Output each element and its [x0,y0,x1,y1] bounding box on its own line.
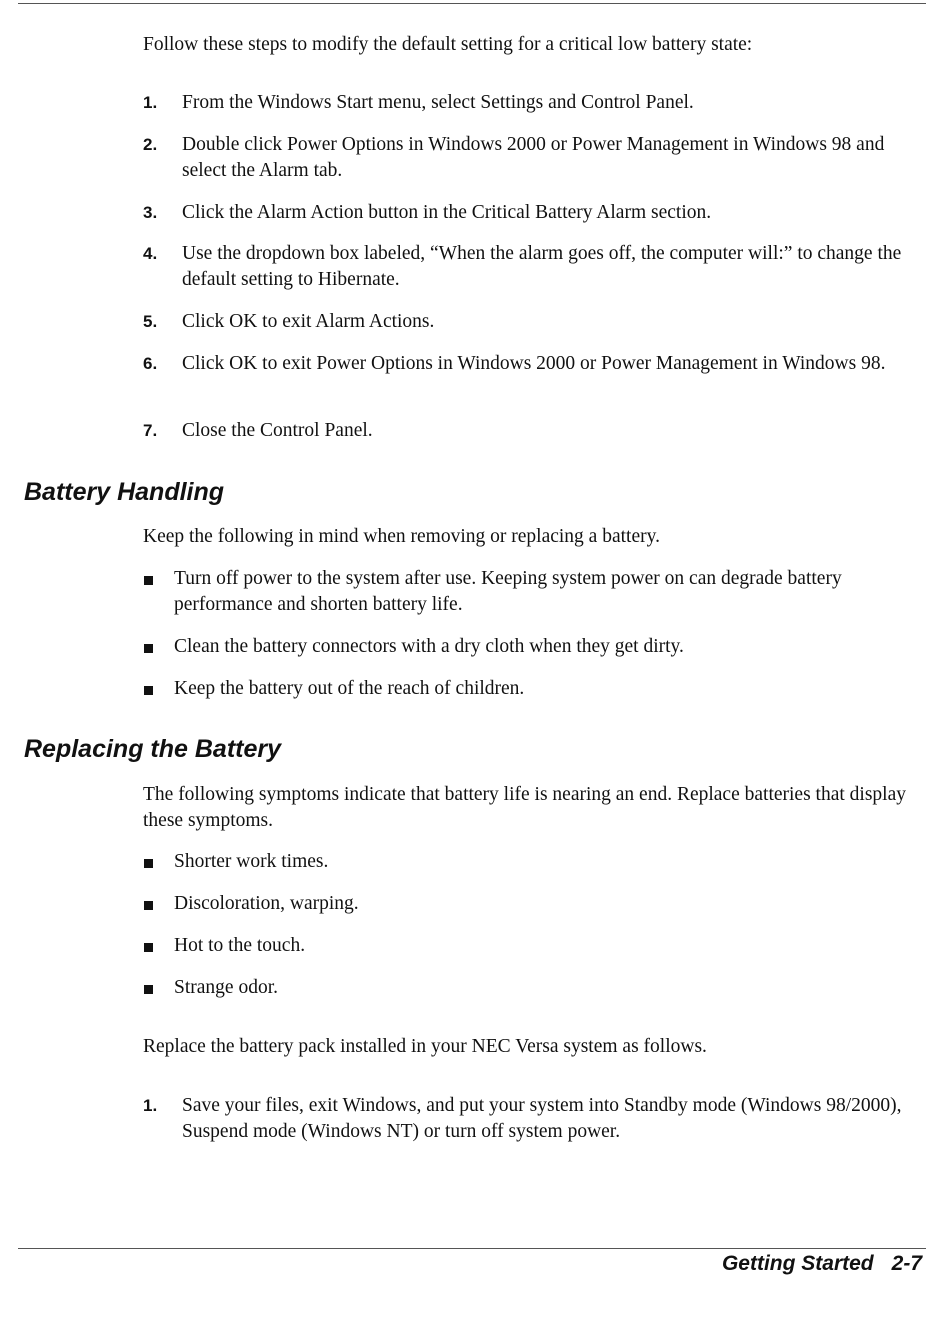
bullet-square-icon [144,644,153,653]
bottom-rule [18,1248,926,1249]
bullet-item [143,975,923,1001]
bullet-text: Strange odor. [174,977,278,998]
bullet-text: Turn off power to the system after use. Keeping system power on can degrade battery performance and shorten battery life. [174,568,842,615]
step-text: Click OK to exit Alarm Actions. [182,311,435,332]
bullet-item [143,891,923,917]
step-text: Close the Control Panel. [182,420,373,441]
top-rule [18,3,926,4]
step-number: 4. [143,244,158,263]
step-number: 1. [143,1096,158,1115]
bullet-square-icon [144,859,153,868]
step-number: 3. [143,203,158,222]
bullet-square-icon [144,576,153,585]
step-text: Save your files, exit Windows, and put your system into Standby mode (Windows 98/2000), Suspend mode (Windows NT) or turn off system power. [182,1095,902,1142]
battery-handling-heading: Battery Handling [24,478,225,506]
bullet-text: Discoloration, warping. [174,893,359,914]
replace-step-1 [143,1093,923,1145]
step-text: Double click Power Options in Windows 2000 or Power Management in Windows 98 and select the Alarm tab. [182,134,885,181]
replacing-intro: The following symptoms indicate that battery life is nearing an end. Replace batteries that display these symptoms. [143,784,906,831]
page-number: 2-7 [891,1252,922,1275]
step-6 [143,351,923,377]
step-2 [143,132,923,184]
bullet-text: Hot to the touch. [174,935,306,956]
page-footer [722,1251,922,1277]
bullet-item [143,566,923,618]
step-number: 7. [143,421,158,440]
step-text: Use the dropdown box labeled, “When the alarm goes off, the computer will:” to change the default setting to Hibernate. [182,243,902,290]
replacing-followup: Replace the battery pack installed in your NEC Versa system as follows. [143,1036,707,1057]
step-number: 2. [143,135,158,154]
step-number: 6. [143,354,158,373]
step-5 [143,309,923,335]
footer-section-title: Getting Started [721,1252,874,1275]
bullet-item [143,933,923,959]
battery-handling-intro: Keep the following in mind when removing or replacing a battery. [143,526,660,547]
bullet-item [143,676,923,702]
bullet-square-icon [144,686,153,695]
bullet-square-icon [144,901,153,910]
replacing-battery-heading: Replacing the Battery [24,735,282,763]
bullet-text: Keep the battery out of the reach of children. [174,678,525,699]
bullet-text: Shorter work times. [174,851,329,872]
bullet-text: Clean the battery connectors with a dry cloth when they get dirty. [174,636,684,657]
step-1 [143,90,923,116]
step-text: Click the Alarm Action button in the Critical Battery Alarm section. [182,202,712,223]
bullet-item [143,849,923,875]
step-number: 5. [143,312,158,331]
step-4 [143,241,923,293]
intro-paragraph: Follow these steps to modify the default setting for a critical low battery state: [143,34,753,55]
bullet-item [143,634,923,660]
step-number: 1. [143,93,158,112]
step-text: From the Windows Start menu, select Settings and Control Panel. [182,92,694,113]
step-text: Click OK to exit Power Options in Windows 2000 or Power Management in Windows 98. [182,353,886,374]
step-3 [143,200,923,226]
bullet-square-icon [144,943,153,952]
bullet-square-icon [144,985,153,994]
step-7 [143,418,923,444]
